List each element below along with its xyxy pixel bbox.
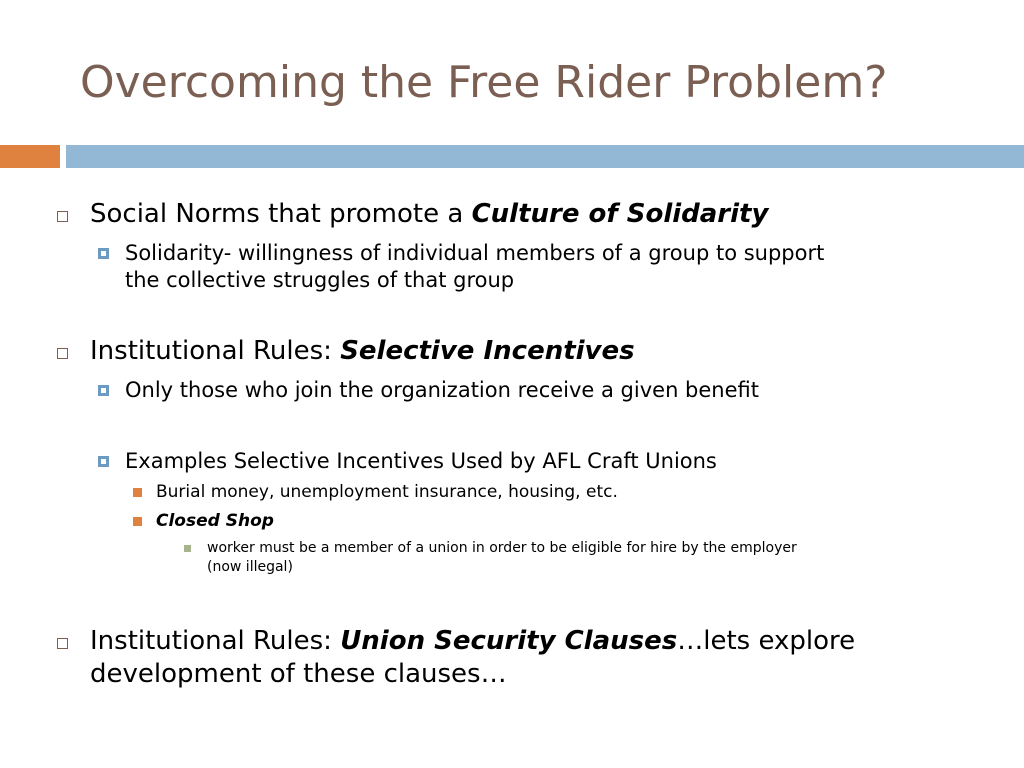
bullet-union-security-line2: development of these clauses… [90, 659, 507, 689]
bullet-only-those-join: Only those who join the organization receive a given benefit [125, 378, 759, 402]
green-square-bullet-icon [184, 545, 191, 552]
orange-square-bullet-icon [133, 488, 142, 497]
bullet-selective-incentives [90, 336, 635, 367]
orange-square-bullet-icon [133, 517, 142, 526]
bullet-closed-shop: Closed Shop [156, 511, 274, 531]
bullet-afl-examples: Examples Selective Incentives Used by AFL Craft Unions [125, 449, 717, 473]
bullet-social-norms [90, 199, 768, 230]
bullet-emphasis: Union Security Clauses [340, 626, 678, 656]
bullet-burial-money: Burial money, unemployment insurance, housing, etc. [156, 482, 618, 502]
hollow-square-bullet-icon [57, 211, 68, 222]
accent-bar-orange [0, 145, 60, 168]
accent-bar-blue [66, 145, 1024, 168]
bullet-text: Institutional Rules: [90, 336, 341, 366]
bullet-solidarity-line2: the collective struggles of that group [125, 268, 515, 292]
bullet-solidarity-line1: Solidarity- willingness of individual members of a group to support [125, 241, 825, 265]
bullet-text: Institutional Rules: [90, 626, 341, 656]
bullet-worker-member-line1: worker must be a member of a union in order to be eligible for hire by the employer [207, 540, 797, 556]
slide-title: Overcoming the Free Rider Problem? [80, 57, 888, 108]
bullet-text-after: …lets explore [677, 626, 856, 656]
bullet-emphasis: Culture of Solidarity [471, 199, 769, 229]
framed-square-bullet-icon [98, 248, 109, 259]
framed-square-bullet-icon [98, 385, 109, 396]
framed-square-bullet-icon [98, 456, 109, 467]
bullet-union-security [90, 626, 855, 657]
hollow-square-bullet-icon [57, 638, 68, 649]
hollow-square-bullet-icon [57, 348, 68, 359]
bullet-text: Social Norms that promote a [90, 199, 472, 229]
bullet-worker-member-line2: (now illegal) [207, 559, 293, 575]
bullet-emphasis: Selective Incentives [340, 336, 635, 366]
